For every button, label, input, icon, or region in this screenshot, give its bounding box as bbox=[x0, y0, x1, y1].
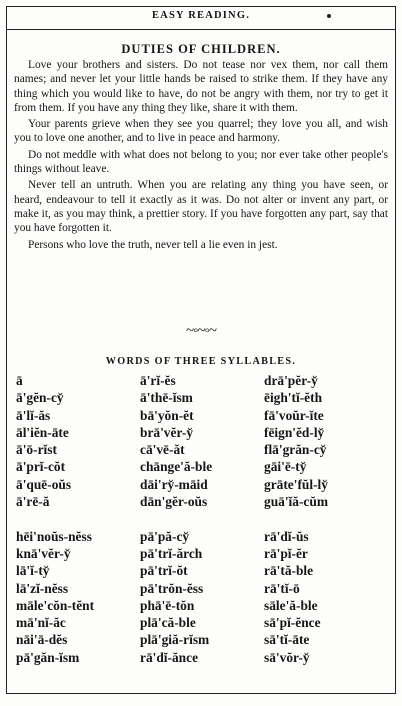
word-entry: chānge'ă-ble bbox=[140, 459, 213, 475]
page bbox=[6, 6, 396, 694]
word-entry: drā'pĕr-y̆ bbox=[264, 373, 318, 388]
word-entry: rā'pĭ-ĕr bbox=[264, 545, 308, 561]
word-entry: ā'gĕn-cy̆ bbox=[16, 390, 64, 406]
word-entry: brā'vĕr-y̆ bbox=[140, 424, 194, 440]
word-entry: ēigh'tĭ-ĕth bbox=[264, 390, 323, 406]
word-entry: ā bbox=[16, 373, 23, 388]
word-entry: bā'yŏn-ĕt bbox=[140, 407, 194, 423]
word-entry: nāi'ā-dĕs bbox=[16, 632, 68, 648]
body-text bbox=[14, 58, 388, 254]
word-entry: sā'pĭ-ĕnce bbox=[264, 615, 321, 631]
word-entry bbox=[140, 510, 264, 527]
word-entry: ā'ō-rĭst bbox=[16, 442, 57, 458]
word-entry: ā'lĭ-ăs bbox=[16, 407, 51, 423]
word-entry: ā'rē-ă bbox=[16, 494, 50, 510]
word-entry: ā'quē-oŭs bbox=[16, 476, 72, 492]
word-entry: rā'dĭ-ŭs bbox=[264, 528, 309, 544]
word-entry: sāle'ă-ble bbox=[264, 597, 318, 613]
word-entry: pā'găn-ĭsm bbox=[16, 649, 80, 665]
word-list bbox=[16, 372, 392, 683]
word-entry: sā'tĭ-āte bbox=[264, 632, 310, 648]
word-entry: phā'ē-tŏn bbox=[140, 597, 195, 613]
section-heading: WORDS OF THREE SYLLABLES. bbox=[105, 356, 297, 367]
word-entry: plā'giă-rĭsm bbox=[140, 632, 210, 648]
header-rule bbox=[6, 29, 396, 30]
word-entry: plā'că-ble bbox=[140, 615, 196, 631]
word-entry: pā'trŏn-ĕss bbox=[140, 580, 204, 596]
word-entry: pā'pă-cy̆ bbox=[140, 528, 190, 544]
word-entry: pā'trĭ-ărch bbox=[140, 545, 203, 561]
ink-dot bbox=[327, 14, 331, 18]
word-entry: knā'vĕr-y̆ bbox=[16, 545, 71, 561]
word-entry: rā'tă-ble bbox=[264, 563, 314, 579]
word-entry: rā'dĭ-ănce bbox=[140, 649, 199, 665]
word-entry: fā'voŭr-ĭte bbox=[264, 407, 324, 423]
word-entry: grāte'fŭl-ly̆ bbox=[264, 476, 328, 492]
word-entry bbox=[16, 510, 140, 527]
word-entry: māle'cŏn-tĕnt bbox=[16, 597, 95, 613]
ornament-divider: ~◦~◦~ bbox=[186, 323, 216, 339]
word-entry: āl'iĕn-āte bbox=[16, 424, 69, 440]
word-entry: pā'trĭ-ŏt bbox=[140, 563, 188, 579]
word-entry: flā'grăn-cy̆ bbox=[264, 442, 327, 458]
word-entry: hēi'noŭs-nĕss bbox=[16, 528, 92, 544]
word-entry: cā'vē-ăt bbox=[140, 442, 185, 458]
word-entry: dāi'ry̆-māid bbox=[140, 476, 208, 492]
word-entry: guā'ĭă-cŭm bbox=[264, 494, 328, 510]
word-entry: sā'vŏr-y̆ bbox=[264, 649, 310, 665]
word-entry: ā'prĭ-cŏt bbox=[16, 459, 66, 475]
word-entry: gāi'ē-ty̆ bbox=[264, 459, 307, 475]
word-entry: lā'zĭ-nĕss bbox=[16, 580, 69, 596]
paragraph: Do not meddle with what does not belong to you; nor ever take other people's things without leave. bbox=[14, 148, 388, 176]
paragraph: Persons who love the truth, never tell a lie even in jest. bbox=[28, 238, 278, 251]
word-entry: dān'gĕr-oŭs bbox=[140, 494, 208, 510]
word-entry: mā'nĭ-ăc bbox=[16, 615, 66, 631]
word-entry bbox=[264, 510, 392, 527]
word-entry: rā'tĭ-ō bbox=[264, 580, 300, 596]
page-title: DUTIES OF CHILDREN. bbox=[121, 42, 281, 56]
word-entry: lā'ĭ-ty̆ bbox=[16, 563, 50, 579]
paragraph: Your parents grieve when they see you quarrel; they love you all, and wish you to love one another, and to live in peace and harmony. bbox=[14, 118, 388, 145]
word-entry: ā'thē-ĭsm bbox=[140, 390, 193, 406]
word-entry: fēign'ĕd-ly̆ bbox=[264, 424, 325, 440]
paragraph: Love your brothers and sisters. Do not tease nor vex them, nor call them names; and never let your little hands be raised to strike them. If they have any thing which you would like to have, do not be angry with them, nor try to get it from them. If you have any thing they like, share it with them. bbox=[14, 59, 388, 114]
paragraph: Never tell an untruth. When you are relating any thing you have seen, or heard, endeavour to tell it exactly as it was. Do not alter or invent any part, or make it, as you may think, a prettier story. If you have forgotten any part, say that you have forgotten it. bbox=[14, 179, 388, 235]
word-entry: ā'rĭ-ĕs bbox=[140, 373, 176, 388]
running-header: EASY READING. bbox=[151, 10, 251, 21]
